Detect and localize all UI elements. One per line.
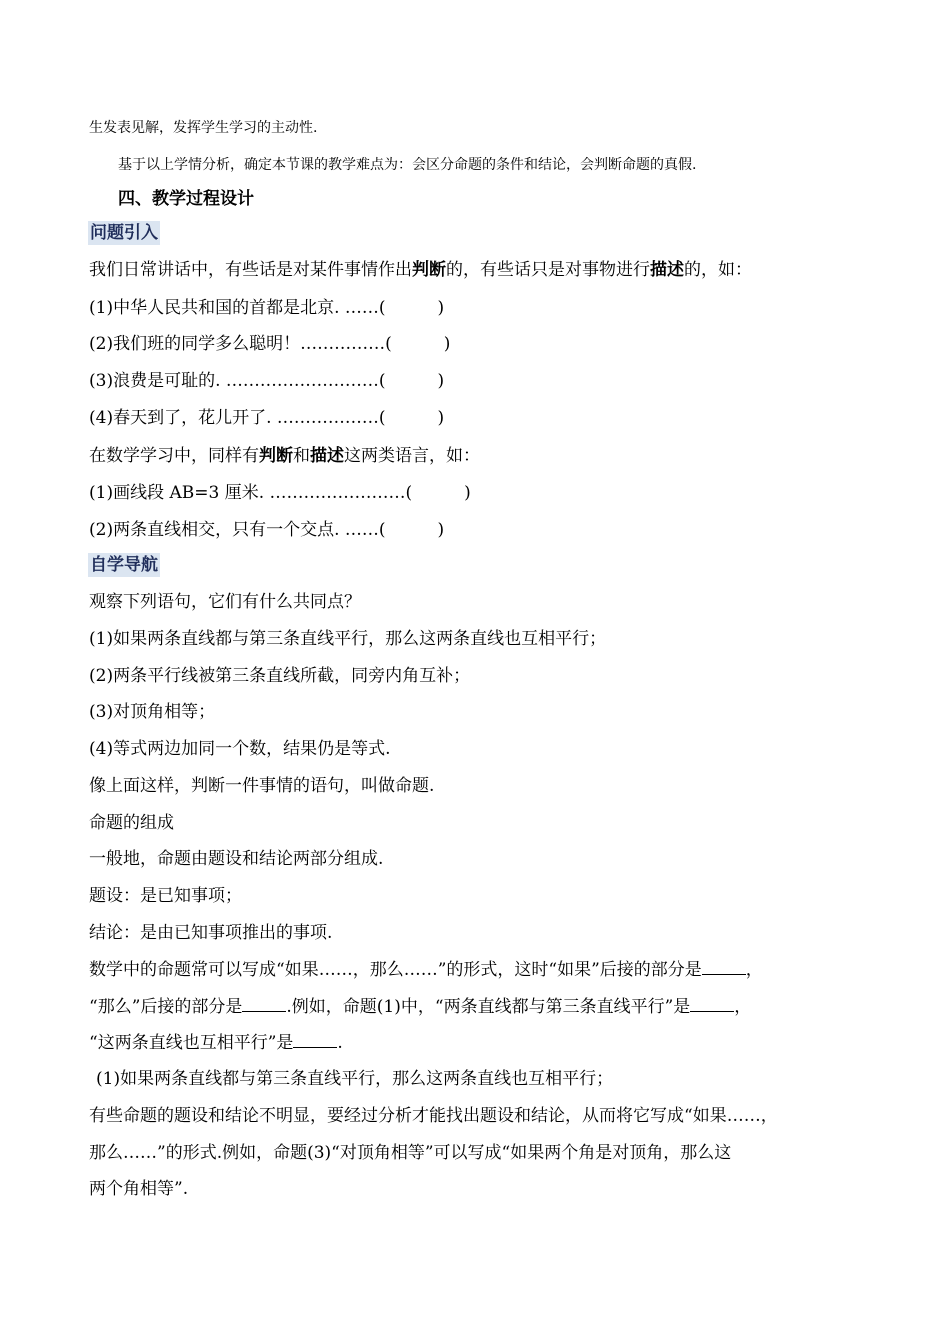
section-title-self-study: 自学导航 xyxy=(90,555,158,575)
list-item: (1)中华人民共和国的首都是北京. ……( ) xyxy=(89,298,445,318)
fill-in-paragraph-line-3: “这两条直线也互相平行”是 . xyxy=(89,1033,343,1053)
composition-text: 一般地，命题由题设和结论两部分组成. xyxy=(89,849,384,869)
paragraph-line: 那么……”的形式.例如，命题(3)“对顶角相等”可以写成“如果两个角是对顶角，那么这 xyxy=(89,1143,732,1163)
answer-blank[interactable] xyxy=(293,1031,337,1048)
paragraph-judgement-description: 我们日常讲话中，有些话是对某件事情作出判断的，有些话只是对事物进行描述的，如： xyxy=(89,260,752,280)
intro-line-1: 生发表见解，发挥学生学习的主动性. xyxy=(89,120,318,136)
answer-blank[interactable] xyxy=(242,995,286,1012)
list-item: (3)对顶角相等； xyxy=(89,702,216,722)
intro-line-2: 基于以上学情分析，确定本节课的教学难点为：会区分命题的条件和结论，会判断命题的真假. xyxy=(118,157,697,173)
definition-text: 像上面这样，判断一件事情的语句，叫做命题. xyxy=(89,776,435,796)
list-item: (4)等式两边加同一个数，结果仍是等式. xyxy=(89,739,391,759)
answer-blank[interactable] xyxy=(702,958,746,975)
section-heading-4: 四、教学过程设计 xyxy=(118,189,254,209)
section-title-problem-intro: 问题引入 xyxy=(90,223,158,243)
paragraph-math-language: 在数学学习中，同样有判断和描述这两类语言，如： xyxy=(89,446,480,466)
paragraph-line: 两个角相等”. xyxy=(89,1179,189,1199)
list-item: (3)浪费是可耻的. ………………………( ) xyxy=(89,371,445,391)
list-item: (2)两条直线相交，只有一个交点. ……( ) xyxy=(89,520,445,540)
conclusion-text: 结论：是由已知事项推出的事项. xyxy=(89,923,333,943)
subheading-composition: 命题的组成 xyxy=(89,813,174,833)
list-item: (2)我们班的同学多么聪明！……………( ) xyxy=(89,334,451,354)
list-item: (2)两条平行线被第三条直线所截，同旁内角互补； xyxy=(89,666,471,686)
question-text: 观察下列语句，它们有什么共同点？ xyxy=(89,592,361,612)
list-item: (4)春天到了，花儿开了. ………………( ) xyxy=(89,408,445,428)
list-item: (1)如果两条直线都与第三条直线平行，那么这两条直线也互相平行； xyxy=(89,629,607,649)
paragraph-line: 有些命题的题设和结论不明显，要经过分析才能找出题设和结论，从而将它写成“如果……， xyxy=(89,1106,778,1126)
example-text: (1)如果两条直线都与第三条直线平行，那么这两条直线也互相平行； xyxy=(96,1069,614,1089)
list-item: (1)画线段 AB=3 厘米. ……………………( ) xyxy=(89,483,471,503)
fill-in-paragraph-line-2: “那么”后接的部分是 .例如，命题(1)中，“两条直线都与第三条直线平行”是 ， xyxy=(89,997,752,1017)
fill-in-paragraph-line-1: 数学中的命题常可以写成“如果……，那么……”的形式，这时“如果”后接的部分是 ， xyxy=(89,960,763,980)
premise-text: 题设：是已知事项； xyxy=(89,886,242,906)
answer-blank[interactable] xyxy=(690,995,734,1012)
